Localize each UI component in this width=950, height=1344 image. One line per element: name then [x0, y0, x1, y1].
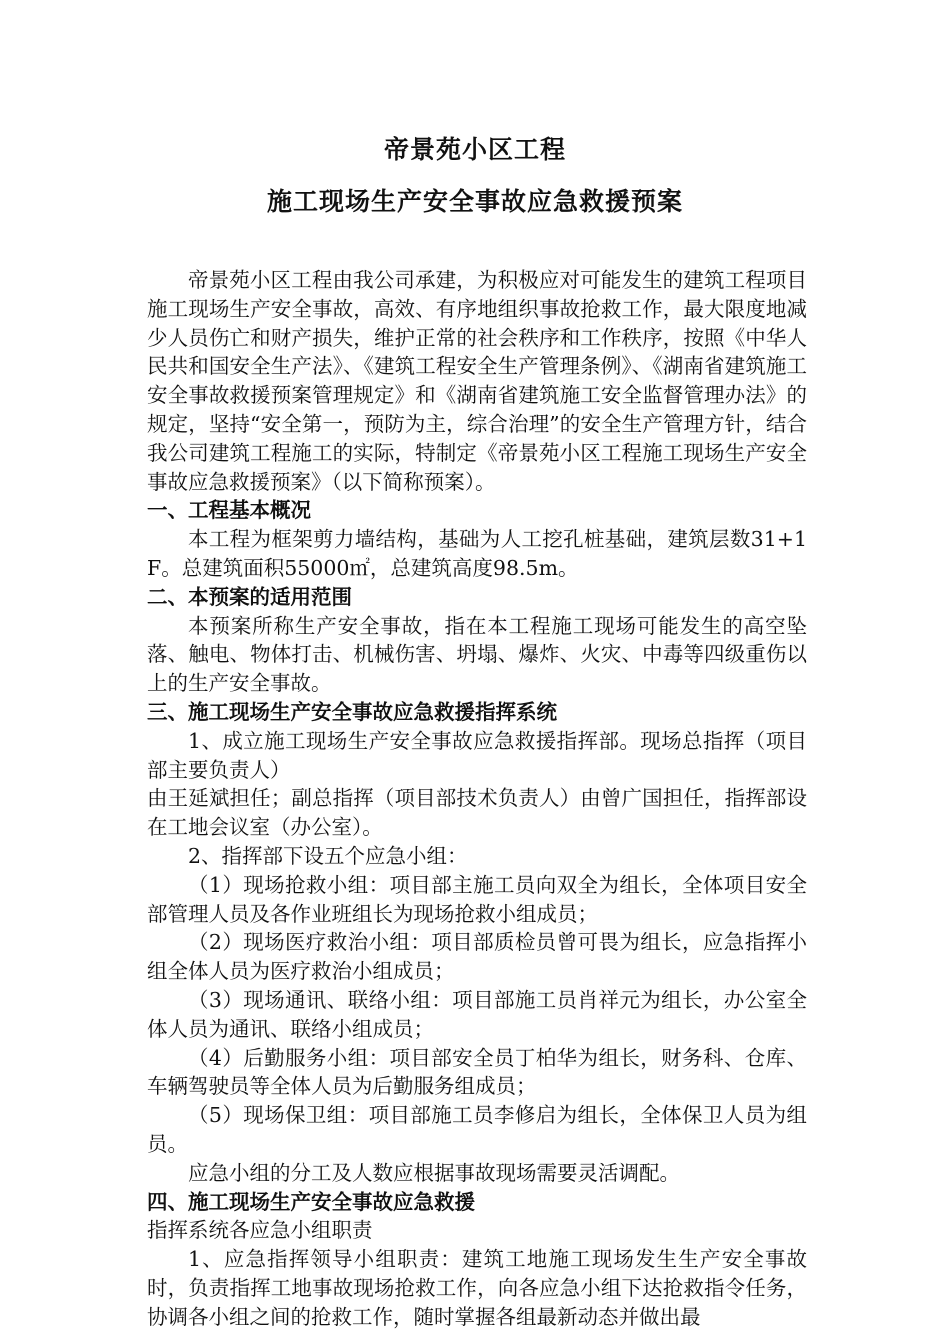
- list-item: （3）现场通讯、联络小组：项目部施工员肖祥元为组长，办公室全体人员为通讯、联络小组成员；: [147, 987, 807, 1041]
- list-item: （2）现场医疗救治小组：项目部质检员曾可畏为组长，应急指挥小组全体人员为医疗救治小组成员；: [147, 930, 807, 984]
- paragraph-intro: 帝景苑小区工程由我公司承建，为积极应对可能发生的建筑工程项目施工现场生产安全事故，高效、有序地组织事故抢救工作，最大限度地减少人员伤亡和财产损失，维护正常的社会秩序和工作秩序，按照《中华人民共和国安全生产法》、《建筑工程安全生产管理条例》、《湖南省建筑施工安全事故救援预案管理规定》和《湖南省建筑施工安全监督管理办法》的规定，坚持“安全第一，预防为主，综合治理”的安全生产管理方针，结合我公司建筑工程施工的实际，特制定《帝景苑小区工程施工现场生产安全事故应急救援预案》（以下简称预案）。: [147, 268, 807, 494]
- paragraph: 指挥系统各应急小组职责: [147, 1218, 373, 1243]
- list-item: （5）现场保卫组：项目部施工员李修启为组长，全体保卫人员为组员。: [147, 1103, 807, 1156]
- paragraph: 应急小组的分工及人数应根据事故现场需要灵活调配。: [188, 1160, 680, 1185]
- paragraph: 本预案所称生产安全事故，指在本工程施工现场可能发生的高空坠落、触电、物体打击、机械伤害、坍塌、爆炸、火灾、中毒等四级重伤以上的生产安全事故。: [147, 613, 807, 696]
- document-body: [147, 266, 807, 1331]
- paragraph: 本工程为框架剪力墙结构，基础为人工挖孔桩基础，建筑层数31+1F。总建筑面积55000㎡，总建筑高度98.5m。: [147, 527, 807, 580]
- paragraph: 1、应急指挥领导小组职责：建筑工地施工现场发生生产安全事故时，负责指挥工地事故现场抢救工作，向各应急小组下达抢救指令任务，协调各小组之间的抢救工作，随时掌握各组最新动态并做出最: [147, 1247, 807, 1329]
- document-subtitle: 施工现场生产安全事故应急救援预案: [266, 187, 683, 216]
- list-item: （1）现场抢救小组：项目部主施工员向双全为组长，全体项目安全部管理人员及各作业班组长为现场抢救小组成员；: [147, 872, 807, 926]
- section-heading-1: 一、工程基本概况: [147, 498, 311, 523]
- section-heading-2: 二、本预案的适用范围: [147, 584, 352, 609]
- section-heading-4: 四、施工现场生产安全事故应急救援: [147, 1189, 475, 1214]
- list-item: （4）后勤服务小组：项目部安全员丁柏华为组长，财务科、仓库、车辆驾驶员等全体人员为后勤服务组成员；: [147, 1045, 807, 1099]
- paragraph: 由王延斌担任；副总指挥（项目部技术负责人）由曾广国担任，指挥部设在工地会议室（办公室）。: [147, 786, 807, 840]
- paragraph: 2、指挥部下设五个应急小组：: [188, 843, 468, 868]
- document-title: 帝景苑小区工程: [383, 135, 566, 164]
- section-heading-3: 三、施工现场生产安全事故应急救援指挥系统: [147, 699, 557, 724]
- paragraph: 1、成立施工现场生产安全事故应急救援指挥部。现场总指挥（项目部主要负责人）: [147, 728, 807, 782]
